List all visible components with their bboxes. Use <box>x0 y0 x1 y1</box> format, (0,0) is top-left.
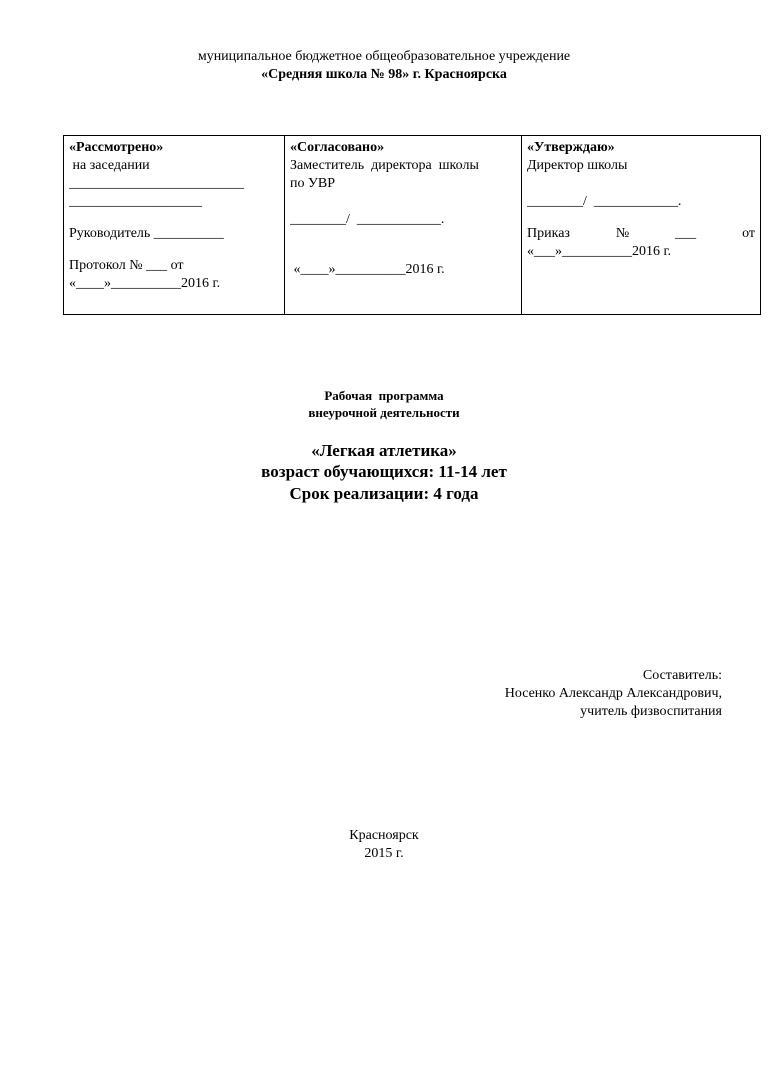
approved-position: Директор школы <box>527 158 628 173</box>
reviewed-title: «Рассмотрено» <box>69 140 164 155</box>
order-number-sign: № <box>615 226 630 241</box>
school-name: «Средняя школа № 98» г. Красноярска <box>261 67 507 82</box>
reviewed-protocol: Протокол № ___ от <box>69 258 184 273</box>
program-age: возраст обучающихся: 11-14 лет <box>261 462 507 481</box>
approval-approved-cell <box>522 136 761 315</box>
reviewed-blank-2: ___________________ <box>69 194 202 209</box>
reviewed-date: «____»__________2016 г. <box>69 276 221 291</box>
reviewed-head: Руководитель __________ <box>69 226 224 241</box>
approval-reviewed-cell <box>64 136 285 315</box>
institution-type: муниципальное бюджетное общеобразовательное учреждение <box>197 49 571 64</box>
author-label: Составитель: <box>642 668 722 683</box>
author-position: учитель физвоспитания <box>580 704 722 719</box>
agreed-dept: по УВР <box>290 176 336 191</box>
agreed-date: «____»__________2016 г. <box>290 262 445 277</box>
footer-city: Красноярск <box>349 828 419 843</box>
approved-signature: ________/ ____________. <box>527 194 682 209</box>
agreed-signature: ________/ ____________. <box>290 212 445 227</box>
agreed-position: Заместитель директора школы <box>290 158 479 173</box>
agreed-title: «Согласовано» <box>290 140 385 155</box>
reviewed-blank-1: _________________________ <box>69 176 244 191</box>
footer-year: 2015 г. <box>364 846 404 861</box>
program-title: «Легкая атлетика» <box>311 441 457 460</box>
program-subheading: внеурочной деятельности <box>308 405 460 420</box>
approved-title: «Утверждаю» <box>527 140 615 155</box>
approval-agreed-cell <box>285 136 522 315</box>
program-heading: Рабочая программа <box>324 388 444 403</box>
approved-date: «___»__________2016 г. <box>527 244 672 259</box>
order-from: от <box>742 226 755 241</box>
order-word: Приказ <box>527 226 570 241</box>
approved-order <box>527 225 755 243</box>
reviewed-meeting: на заседании <box>69 158 150 173</box>
program-term: Срок реализации: 4 года <box>289 484 479 503</box>
author-name: Носенко Александр Александрович, <box>504 686 722 701</box>
order-blank: ___ <box>675 226 697 241</box>
approval-table <box>63 135 761 315</box>
